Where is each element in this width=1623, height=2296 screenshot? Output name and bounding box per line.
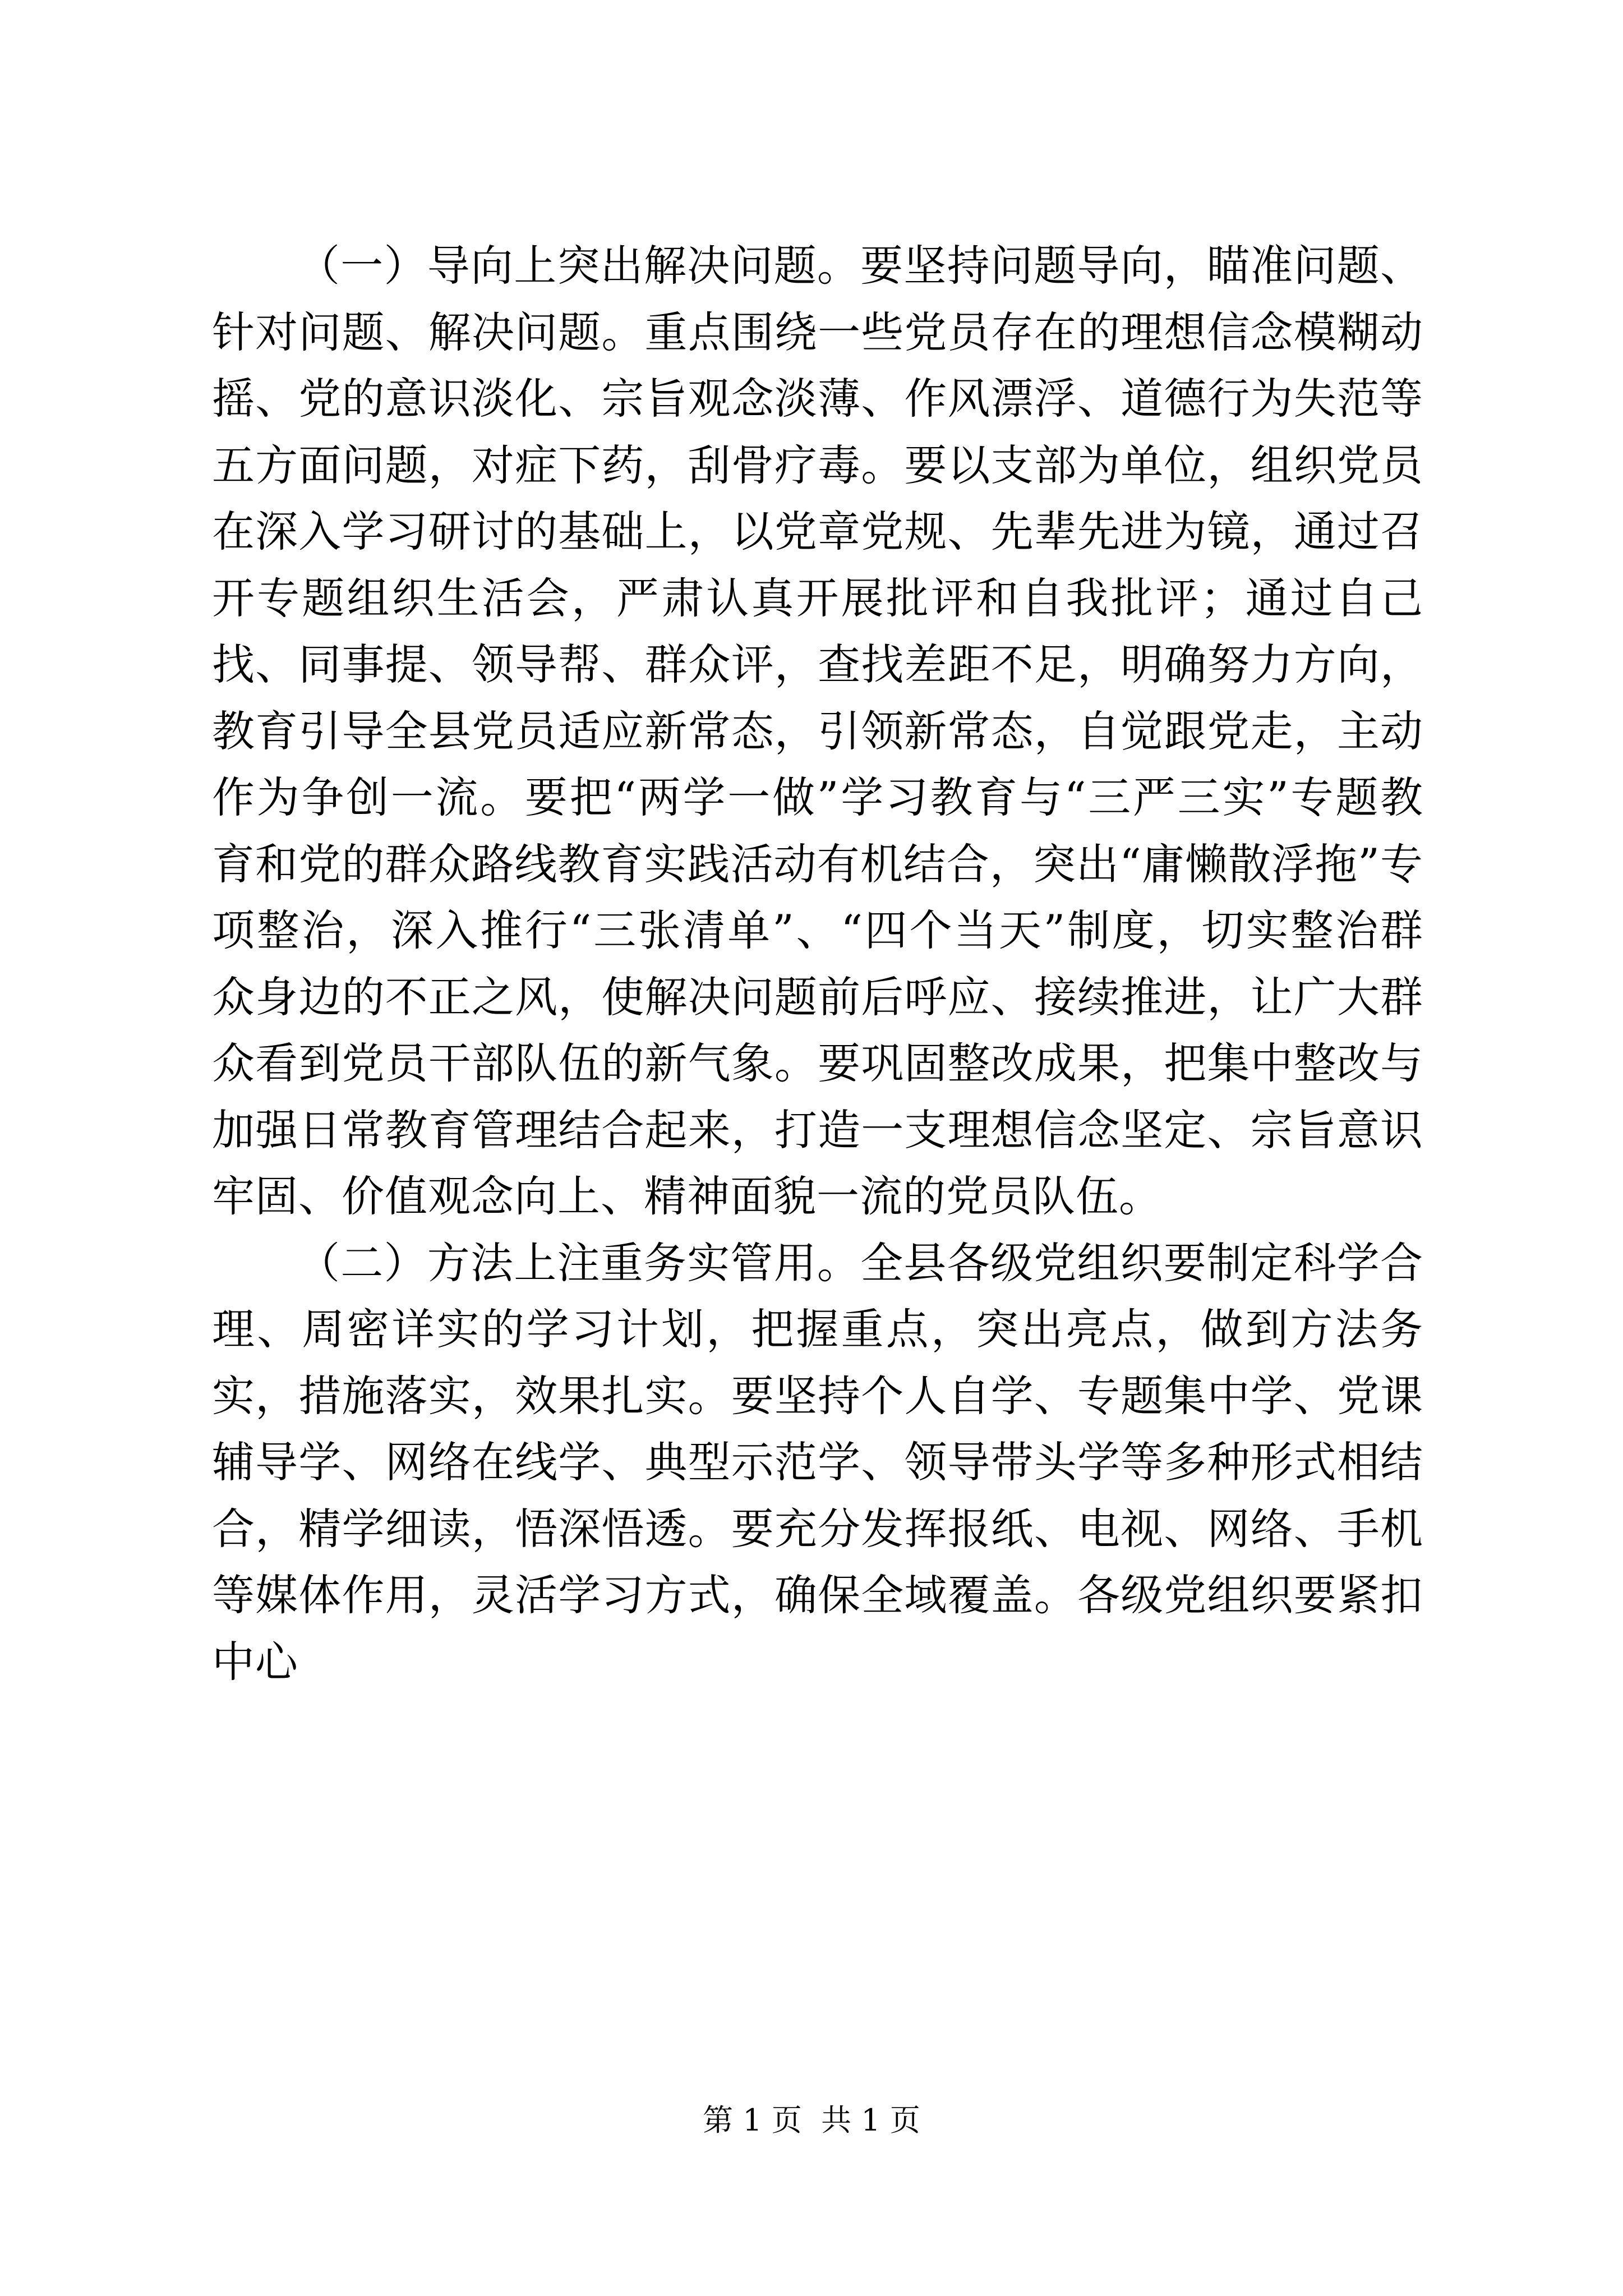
paragraph-2: （二）方法上注重务实管用。全县各级党组织要制定科学合理、周密详实的学习计划，把握重点，突出亮点，做到方法务实，措施落实，效果扎实。要坚持个人自学、专题集中学、党课辅导学、网络在线学、典型示范学、领导带头学等多种形式相结合，精学细读，悟深悟透。要充分发挥报纸、电视、网络、手机等媒体作用，灵活学习方式，确保全域覆盖。各级党组织要紧扣中心 [212, 1237, 1423, 1687]
paragraph-1: （一）导向上突出解决问题。要坚持问题导向，瞄准问题、针对问题、解决问题。重点围绕一些党员存在的理想信念模糊动摇、党的意识淡化、宗旨观念淡薄、作风漂浮、道德行为失范等五方面问题，对症下药，刮骨疗毒。要以支部为单位，组织党员在深入学习研讨的基础上，以党章党规、先辈先进为镜，通过召开专题组织生活会，严肃认真开展批评和自我批评；通过自己找、同事提、领导帮、群众评，查找差距不足，明确努力方向，教育引导全县党员适应新常态，引领新常态，自觉跟党走，主动作为争创一流。要把“两学一做”学习教育与“三严三实”专题教育和党的群众路线教育实践活动有机结合，突出“庸懒散浮拖”专项整治，深入推行“三张清单”、“四个当天”制度，切实整治群众身边的不正之风，使解决问题前后呼应、接续推进，让广大群众看到党员干部队伍的新气象。要巩固整改成果，把集中整改与加强日常教育管理结合起来，打造一支理想信念坚定、宗旨意识牢固、价值观念向上、精神面貌一流的党员队伍。 [212, 241, 1423, 1221]
page-footer: 第 1 页 共 1 页 [703, 2102, 920, 2138]
document-body [212, 233, 1423, 1695]
